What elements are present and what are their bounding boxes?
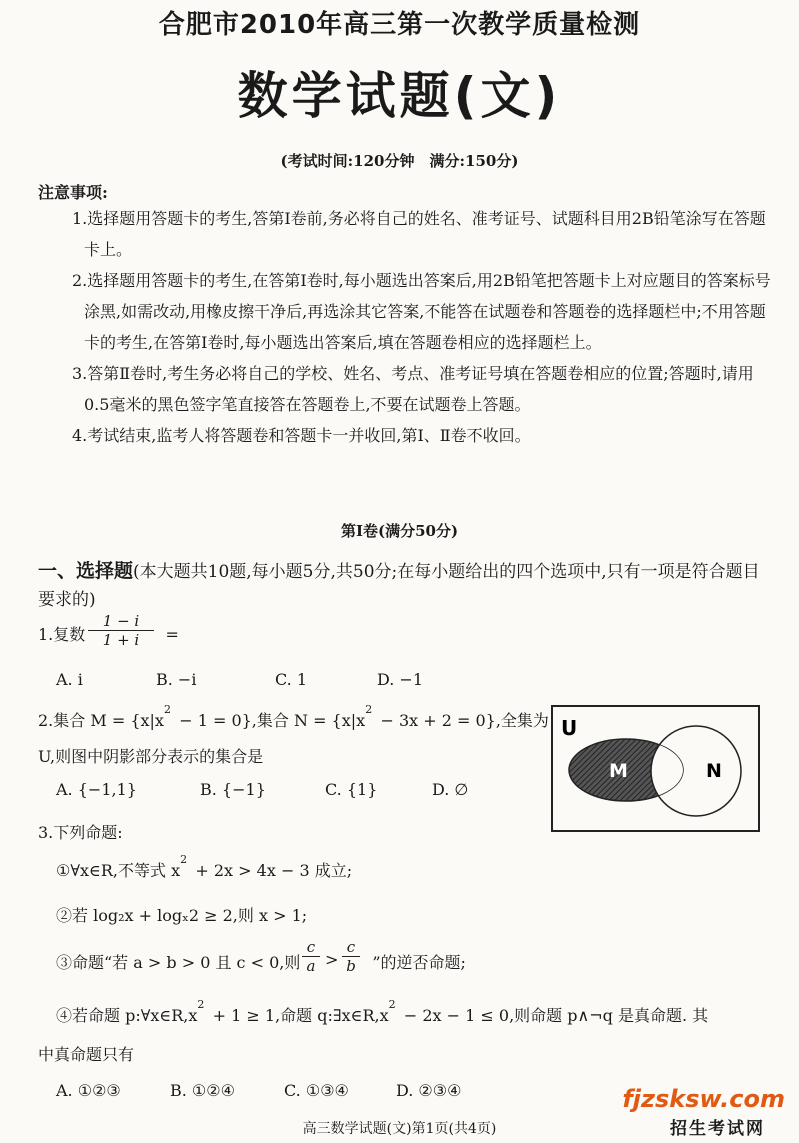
q3-proposition-1 — [56, 853, 353, 881]
venn-label-n: N — [706, 760, 722, 782]
q3-p4-b: + 1 ≥ 1,命题 q:∃x∈R,x — [207, 1006, 389, 1025]
part-heading: 一、选择题 — [38, 560, 134, 582]
q3-option-c: C. ①③④ — [284, 1081, 349, 1100]
page-footer: 高三数学试题(文)第1页(共4页) — [302, 1121, 497, 1137]
note-item: 4.考试结束,监考人将答题卷和答题卡一并收回,第Ⅰ、Ⅱ卷不收回。 — [72, 426, 531, 445]
q3-fraction-c-a — [302, 938, 320, 975]
q3-proposition-4 — [56, 998, 764, 1026]
watermark-site: fjzsksw.com — [622, 1085, 785, 1113]
q1-option-d: D. −1 — [377, 670, 424, 689]
q1-numerator: 1 − i — [88, 612, 154, 631]
q3-p3-a: ③命题“若 a > b > 0 且 c < 0,则 — [56, 953, 301, 972]
q3-proposition-2: ②若 log₂x + logₓ2 ≥ 2,则 x > 1; — [56, 906, 308, 925]
exam-title: 数学试题(文) — [237, 67, 562, 125]
q1-denominator: 1 + i — [102, 631, 140, 649]
venn-diagram — [551, 705, 761, 832]
q3-sup: 2 — [180, 853, 188, 866]
q2-option-a: A. {−1,1} — [56, 780, 137, 799]
q3-p4-a: ④若命题 p:∀x∈R,x — [56, 1006, 198, 1025]
watermark-label: 招生考试网 — [670, 1119, 765, 1139]
q2-sup: 2 — [163, 703, 171, 716]
part-title — [38, 557, 763, 614]
venn-label-m: M — [609, 760, 628, 782]
q1-fraction — [88, 612, 154, 649]
q3-f1-num: c — [302, 938, 320, 957]
q1-equals: = — [165, 625, 179, 644]
q3-sup: 2 — [388, 998, 396, 1011]
q3-p1-b: + 2x > 4x − 3 成立; — [190, 861, 353, 880]
note-item: 3.答第Ⅱ卷时,考生务必将自己的学校、姓名、考点、准考证号填在答题卷相应的位置;答题时,请用0.5毫米的黑色签字笔直接答在答题卷上,不要在试题卷上答题。 — [72, 364, 754, 414]
q2-text-c: − 3x + 2 = 0},全集为 — [375, 711, 549, 730]
q3-option-b: B. ①②④ — [170, 1081, 235, 1100]
q3-p4-c: − 2x − 1 ≤ 0,则命题 p∧¬q 是真命题. 其 — [398, 1006, 709, 1025]
q2-option-b: B. {−1} — [200, 780, 266, 799]
q3-proposition-3 — [56, 950, 466, 973]
q1-option-b: B. −i — [156, 670, 197, 689]
q2-line2: U,则图中阴影部分表示的集合是 — [38, 747, 264, 766]
q3-f2-den: b — [346, 957, 356, 975]
question-3: 3.下列命题: — [38, 823, 123, 842]
question-2 — [38, 703, 558, 731]
exam-subtitle: 合肥市2010年高三第一次教学质量检测 — [158, 10, 641, 40]
q3-p1-a: ①∀x∈R,不等式 x — [56, 861, 181, 880]
q1-option-c: C. 1 — [275, 670, 308, 689]
q3-p3-b: ”的逆否命题; — [372, 953, 466, 972]
q3-option-a: A. ①②③ — [56, 1081, 121, 1100]
exam-info: (考试时间:120分钟 满分:150分) — [280, 152, 519, 170]
q3-f1-den: a — [306, 957, 316, 975]
q1-option-a: A. i — [56, 670, 83, 689]
q1-stem: 1.复数 — [38, 625, 86, 644]
venn-label-u: U — [561, 716, 578, 740]
q3-gt: > — [325, 950, 339, 969]
q2-text-a: 2.集合 M = {x|x — [38, 711, 164, 730]
note-item: 2.选择题用答题卡的考生,在答第Ⅰ卷时,每小题选出答案后,用2B铅笔把答题卡上对应题目的答案标号涂黑,如需改动,用橡皮擦干净后,再选涂其它答案,不能答在试题卷和答题卷的选择题栏中;不用答题卡的考生,在答第Ⅰ卷时,每小题选出答案后,填在答题卷相应的选择题栏上。 — [72, 271, 771, 352]
q2-option-c: C. {1} — [325, 780, 378, 799]
q2-text-b: − 1 = 0},集合 N = {x|x — [174, 711, 366, 730]
q3-option-d: D. ②③④ — [396, 1081, 462, 1100]
q2-option-d: D. ∅ — [432, 780, 469, 799]
q3-proposition-4-cont: 中真命题只有 — [38, 1045, 135, 1064]
part-description: (本大题共10题,每小题5分,共50分;在每小题给出的四个选项中,只有一项是符合题目要求的) — [38, 562, 760, 610]
q3-sup: 2 — [197, 998, 205, 1011]
q3-f2-num: c — [342, 938, 360, 957]
q3-fraction-c-b — [342, 938, 360, 975]
q2-sup: 2 — [365, 703, 373, 716]
notes-title: 注意事项: — [38, 183, 108, 202]
section-title: 第Ⅰ卷(满分50分) — [340, 522, 459, 540]
note-item: 1.选择题用答题卡的考生,答第Ⅰ卷前,务必将自己的姓名、准考证号、试题科目用2B铅笔涂写在答题卡上。 — [72, 209, 766, 259]
